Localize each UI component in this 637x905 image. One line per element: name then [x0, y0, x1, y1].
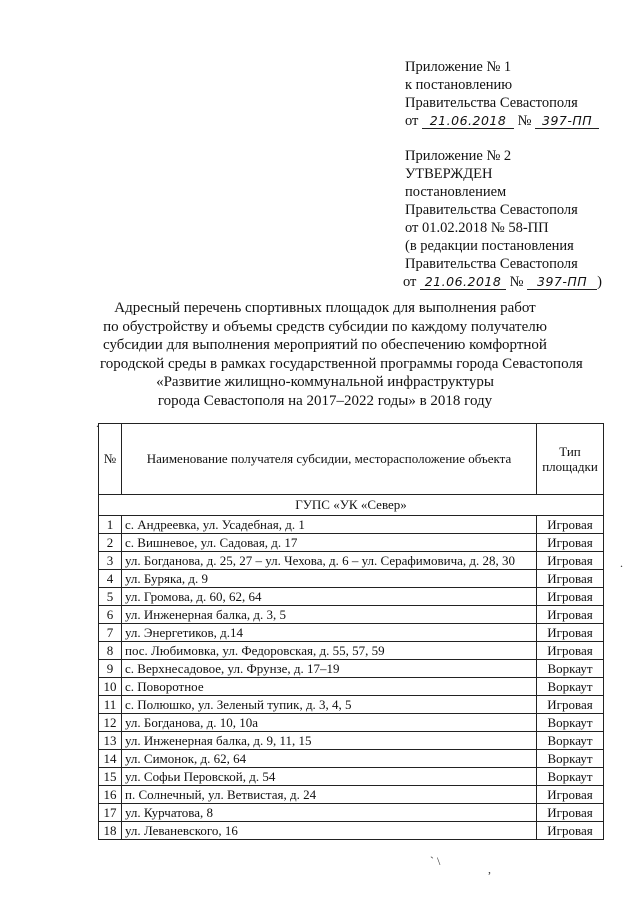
row-number: 4	[99, 570, 122, 588]
heading-line-2: по обустройству и объемы средств субсидии по каждому получателю	[103, 318, 547, 335]
appendix-2-line6: (в редакции постановления	[405, 238, 574, 254]
row-type: Воркаут	[537, 732, 604, 750]
table-row	[99, 624, 604, 642]
appendix-2-handwritten-date: 21.06.2018	[420, 275, 506, 290]
appendix-2-line3: постановлением	[405, 184, 507, 200]
appendix-2-approved: УТВЕРЖДЕН	[405, 166, 493, 182]
table-header-row	[99, 424, 604, 495]
appendix-2-line5: от 01.02.2018 № 58-ПП	[405, 220, 549, 236]
row-number: 1	[99, 516, 122, 534]
appendix-1-line2: к постановлению	[405, 77, 513, 93]
scan-mark: ` \	[430, 854, 441, 868]
row-type: Игровая	[537, 804, 604, 822]
scan-mark: ,	[488, 862, 491, 876]
row-type: Игровая	[537, 606, 604, 624]
row-number: 2	[99, 534, 122, 552]
appendix-2-handwritten-number: 397-ПП	[527, 275, 597, 290]
row-type: Воркаут	[537, 768, 604, 786]
row-type: Воркаут	[537, 714, 604, 732]
table-row	[99, 750, 604, 768]
appendix-1-line3: Правительства Севастополя	[405, 95, 578, 111]
appendix-1-date-prefix: от	[405, 113, 419, 129]
appendix-2-line7: Правительства Севастополя	[405, 256, 578, 272]
row-number: 16	[99, 786, 122, 804]
scan-dot: .	[96, 416, 99, 430]
table-row	[99, 732, 604, 750]
row-type: Игровая	[537, 588, 604, 606]
row-name: ул. Богданова, д. 10, 10а	[122, 714, 537, 732]
header-type-line2: площадки	[542, 459, 598, 474]
row-number: 9	[99, 660, 122, 678]
appendix-1-num-prefix: №	[517, 113, 532, 129]
row-number: 7	[99, 624, 122, 642]
row-name: ул. Симонок, д. 62, 64	[122, 750, 537, 768]
table-row	[99, 570, 604, 588]
row-name: ул. Энергетиков, д.14	[122, 624, 537, 642]
heading-line-3: субсидии для выполнения мероприятий по обеспечению комфортной	[103, 337, 547, 353]
header-type-line1: Тип	[559, 444, 581, 459]
row-number: 11	[99, 696, 122, 714]
row-name: ул. Курчатова, 8	[122, 804, 537, 822]
appendix-1-handwritten-date: 21.06.2018	[422, 114, 514, 129]
row-type: Воркаут	[537, 750, 604, 768]
row-name: с. Полюшко, ул. Зеленый тупик, д. 3, 4, 5	[122, 696, 537, 714]
table-row	[99, 714, 604, 732]
row-type: Игровая	[537, 624, 604, 642]
table-row	[99, 516, 604, 534]
row-name: п. Солнечный, ул. Ветвистая, д. 24	[122, 786, 537, 804]
appendix-2-num-prefix: №	[509, 274, 524, 290]
row-type: Воркаут	[537, 678, 604, 696]
heading-line-5: «Развитие жилищно-коммунальной инфраструктуры	[156, 374, 494, 390]
table-row	[99, 552, 604, 570]
header-number: №	[99, 424, 122, 495]
row-number: 18	[99, 822, 122, 840]
appendix-1-handwritten-number: 397-ПП	[535, 114, 599, 129]
appendix-2-title: Приложение № 2	[405, 148, 512, 164]
row-number: 14	[99, 750, 122, 768]
appendix-2-line4: Правительства Севастополя	[405, 202, 578, 218]
row-name: ул. Инженерная балка, д. 3, 5	[122, 606, 537, 624]
row-name: ул. Инженерная балка, д. 9, 11, 15	[122, 732, 537, 750]
group-name: ГУПС «УК «Север»	[99, 495, 604, 516]
appendix-2-date-line	[403, 273, 602, 291]
table-row	[99, 606, 604, 624]
table-row	[99, 642, 604, 660]
table-row	[99, 768, 604, 786]
row-number: 13	[99, 732, 122, 750]
appendix-2-date-prefix: от	[403, 274, 417, 290]
row-name: ул. Громова, д. 60, 62, 64	[122, 588, 537, 606]
heading-line-6: города Севастополя на 2017–2022 годы» в 2018 году	[157, 392, 493, 409]
table-row	[99, 696, 604, 714]
row-type: Воркаут	[537, 660, 604, 678]
row-name: ул. Софьи Перовской, д. 54	[122, 768, 537, 786]
row-name: ул. Буряка, д. 9	[122, 570, 537, 588]
table-row	[99, 588, 604, 606]
table-row	[99, 678, 604, 696]
row-name: пос. Любимовка, ул. Федоровская, д. 55, 57, 59	[122, 642, 537, 660]
header-name: Наименование получателя субсидии, месторасположение объекта	[122, 424, 537, 495]
heading-line-1: Адресный перечень спортивных площадок для выполнения работ	[114, 300, 536, 316]
row-name: с. Андреевка, ул. Усадебная, д. 1	[122, 516, 537, 534]
group-row	[99, 495, 604, 516]
table-row	[99, 534, 604, 552]
heading-line-4: городской среды в рамках государственной программы города Севастополя	[100, 355, 583, 372]
row-name: с. Верхнесадовое, ул. Фрунзе, д. 17–19	[122, 660, 537, 678]
row-name: с. Вишневое, ул. Садовая, д. 17	[122, 534, 537, 552]
appendix-2-close-paren: )	[597, 274, 602, 290]
row-name: с. Поворотное	[122, 678, 537, 696]
row-type: Игровая	[537, 642, 604, 660]
row-type: Игровая	[537, 552, 604, 570]
row-type: Игровая	[537, 534, 604, 552]
row-number: 3	[99, 552, 122, 570]
row-name: ул. Леваневского, 16	[122, 822, 537, 840]
row-type: Игровая	[537, 570, 604, 588]
row-number: 8	[99, 642, 122, 660]
header-type	[537, 424, 604, 495]
table-row	[99, 786, 604, 804]
appendix-1-block	[405, 58, 599, 130]
table-row	[99, 804, 604, 822]
row-number: 6	[99, 606, 122, 624]
row-type: Игровая	[537, 696, 604, 714]
appendix-1-title: Приложение № 1	[405, 59, 512, 75]
appendix-2-block	[405, 147, 602, 291]
row-type: Игровая	[537, 786, 604, 804]
row-number: 5	[99, 588, 122, 606]
row-number: 12	[99, 714, 122, 732]
row-number: 17	[99, 804, 122, 822]
row-number: 10	[99, 678, 122, 696]
scan-dot: .	[620, 556, 623, 570]
table-row	[99, 822, 604, 840]
row-type: Игровая	[537, 822, 604, 840]
appendix-1-date-line	[405, 112, 599, 130]
row-type: Игровая	[537, 516, 604, 534]
table-row	[99, 660, 604, 678]
row-name: ул. Богданова, д. 25, 27 – ул. Чехова, д. 6 – ул. Серафимовича, д. 28, 30	[122, 552, 537, 570]
document-heading	[100, 299, 583, 410]
sports-grounds-table	[98, 423, 604, 840]
row-number: 15	[99, 768, 122, 786]
